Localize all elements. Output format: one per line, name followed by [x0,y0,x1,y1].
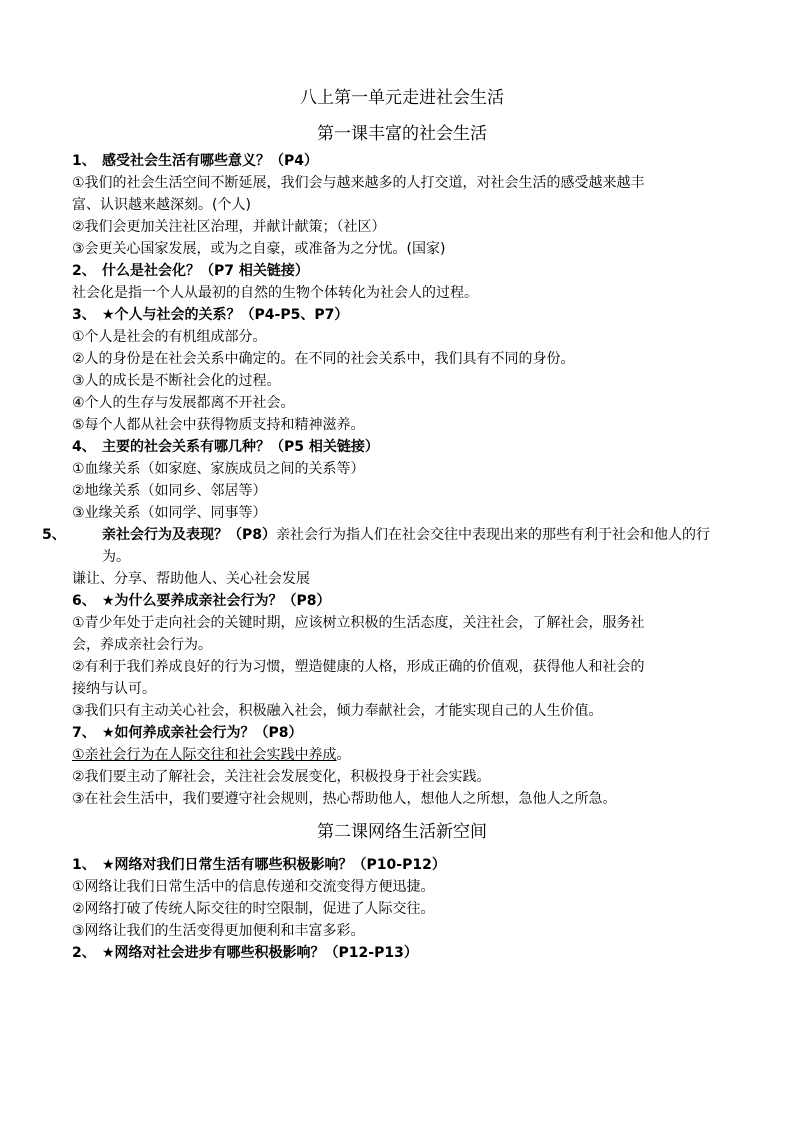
answer-line: ④个人的生存与发展都离不开社会。 [72,395,295,411]
answer-line: ①血缘关系（如家庭、家族成员之间的关系等） [72,461,365,477]
answer-line: ①个人是社会的有机组成部分。 [72,329,267,345]
answer-line: 社会化是指一个人从最初的自然的生物个体转化为社会人的过程。 [72,285,478,301]
question-text: 感受社会生活有哪些意义？（P4） [102,153,319,169]
answer-line: ③业缘关系（如同学、同事等） [72,505,267,521]
lesson2-question-1 [72,854,732,876]
question-number: 5、 [42,527,66,543]
line-end: 。 [336,747,351,763]
answer-line: ②网络打破了传统人际交往的时空限制，促进了人际交往。 [72,901,435,917]
question-text: 亲社会行为及表现？（P8） [102,527,277,543]
answer-line: ②有利于我们养成良好的行为习惯，塑造健康的人格，形成正确的价值观，获得他人和社会的 [72,659,645,675]
answer-line: 会，养成亲社会行为。 [72,637,212,653]
question-number: 1、 [72,857,96,873]
lesson2-question-2 [72,942,732,964]
question-number: 1、 [72,153,96,169]
answer-line: ③人的成长是不断社会化的过程。 [72,373,281,389]
answer-line: ③我们只有主动关心社会，积极融入社会，倾力奉献社会，才能实现自己的人生价值。 [72,703,603,719]
answer-line: ②地缘关系（如同乡、邻居等） [72,483,267,499]
question-number: 7、 [72,725,96,741]
question-number: 2、 [72,263,96,279]
question-text: ★如何养成亲社会行为？（P8） [102,725,303,741]
lesson2-title: 第二课网络生活新空间 [317,822,487,842]
question-number: 4、 [72,439,96,455]
answer-line: ③会更关心国家发展，或为之自豪，或准备为之分忧。(国家) [72,241,446,257]
question-text: ★网络对社会进步有哪些积极影响？（P12-P13） [102,945,418,961]
answer-line: ③在社会生活中，我们要遵守社会规则，热心帮助他人，想他人之所想，急他人之所急。 [72,791,617,807]
question-text: ★个人与社会的关系？（P4-P5、P7） [102,307,349,323]
question-definition: 亲社会行为指人们在社会交往中表现出来的那些有利于社会和他人的行为。 [102,527,711,565]
answer-line: ②我们会更加关注社区治理，并献计献策；（社区） [72,219,386,235]
answer-line: ③网络让我们的生活变得更加便利和丰富多彩。 [72,923,365,939]
question-text: 主要的社会关系有哪几种？（P5 相关链接） [102,439,379,455]
answer-line [72,744,732,766]
question-text: ★网络对我们日常生活有哪些积极影响？（P10-P12） [102,857,446,873]
answer-line: 谦让、分享、帮助他人、关心社会发展 [72,571,310,587]
answer-line: ②人的身份是在社会关系中确定的。在不同的社会关系中，我们具有不同的身份。 [72,351,575,367]
lesson1-question-4 [72,436,732,458]
underlined-text: ①亲社会行为在人际交往和社会实践中养成 [72,747,337,763]
question-number: 6、 [72,593,96,609]
lesson1-question-1 [72,150,732,172]
answer-line: ①青少年处于走向社会的关键时期，应该树立积极的生活态度，关注社会，了解社会，服务社 [72,615,645,631]
question-text: 什么是社会化？（P7 相关链接） [102,263,309,279]
answer-line: 富、认识越来越深刻。(个人) [72,197,251,213]
answer-line: ②我们要主动了解社会，关注社会发展变化，积极投身于社会实践。 [72,769,491,785]
answer-line: ①我们的社会生活空间不断延展，我们会与越来越多的人打交道，对社会生活的感受越来越丰 [72,175,645,191]
lesson1-question-6 [72,590,732,612]
document-title: 八上第一单元走进社会生活 [300,88,504,108]
lesson1-question-2 [72,260,732,282]
answer-line: 接纳与认可。 [72,681,156,697]
question-number: 3、 [72,307,96,323]
answer-line: ①网络让我们日常生活中的信息传递和交流变得方便迅捷。 [72,879,435,895]
question-text: ★为什么要养成亲社会行为？（P8） [102,593,331,609]
lesson1-question-3 [72,304,732,326]
lesson1-question-7 [72,722,732,744]
document-page [42,86,732,964]
lesson1-question-5 [42,524,732,568]
answer-line: ⑤每个人都从社会中获得物质支持和精神滋养。 [72,417,365,433]
lesson1-title: 第一课丰富的社会生活 [317,124,487,144]
question-number: 2、 [72,945,96,961]
